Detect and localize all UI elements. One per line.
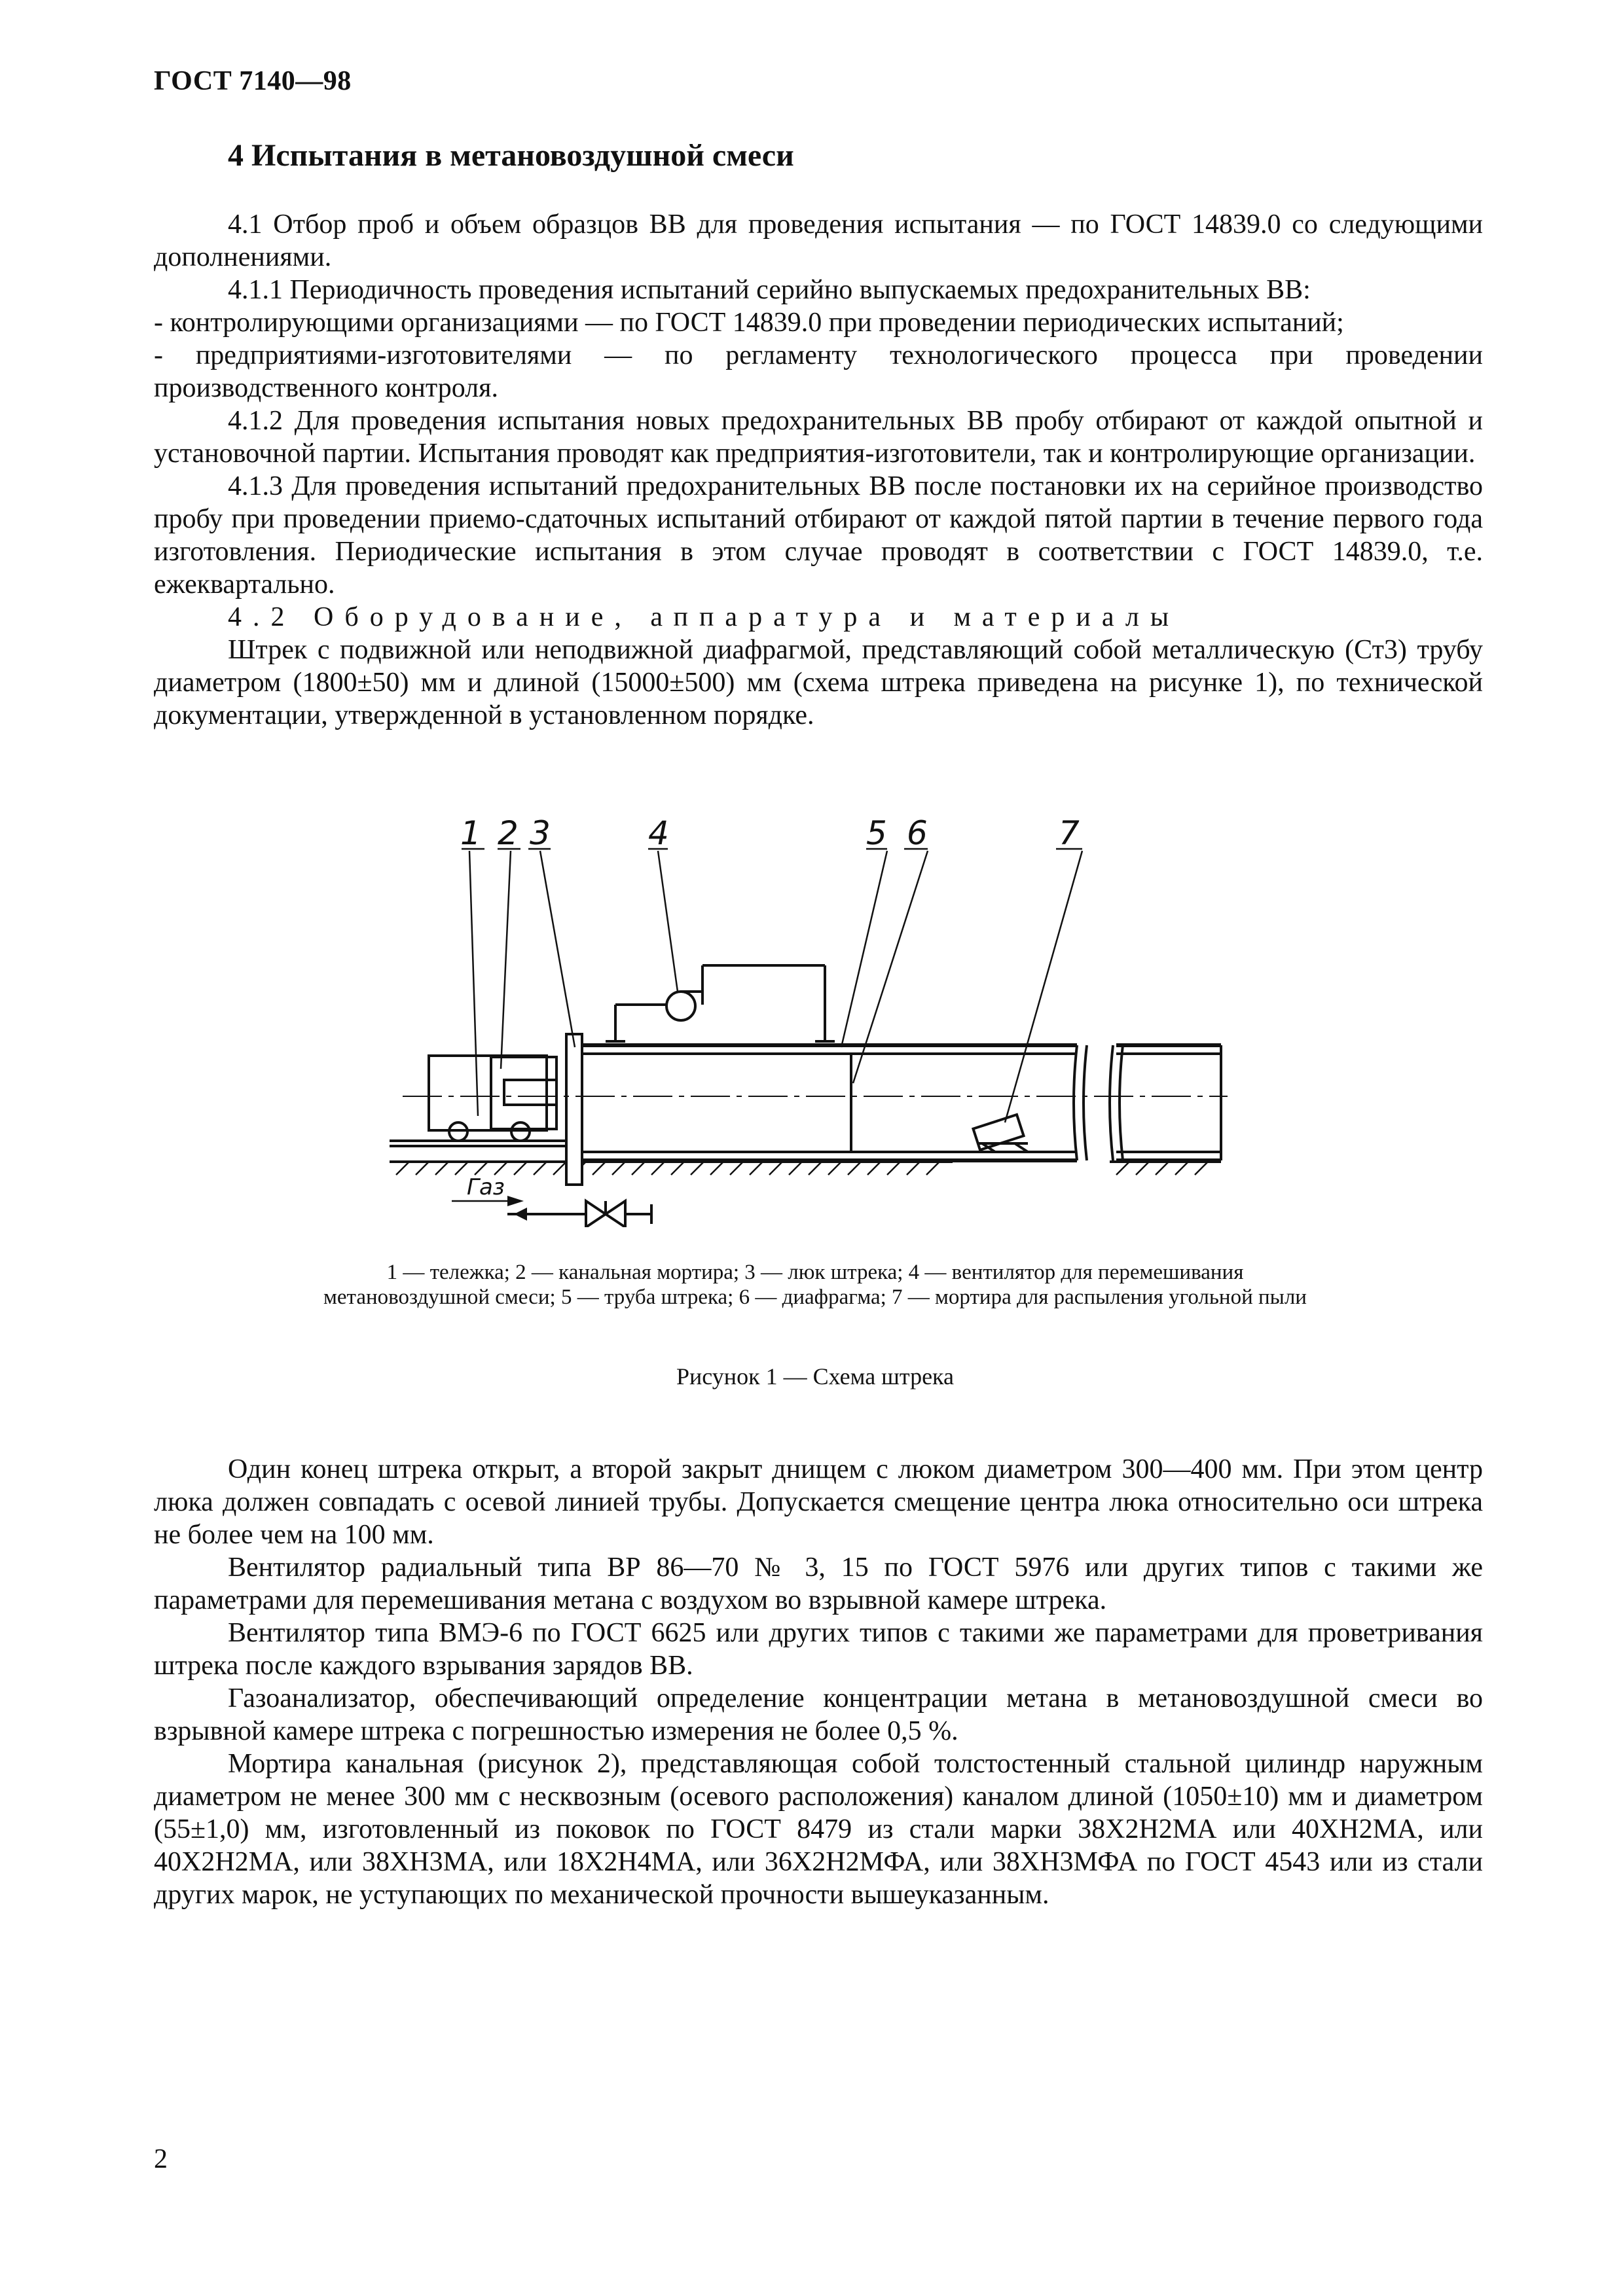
paragraph: Вентилятор типа ВМЭ-6 по ГОСТ 6625 или других типов с такими же параметрами для проветривания штрека после каждого взрывания зарядов ВВ.: [154, 1618, 1483, 1681]
figure-label: 6: [907, 814, 928, 852]
figure-label: 2: [498, 814, 519, 852]
figure-legend: 1 — тележка; 2 — канальная мортира; 3 — люк штрека; 4 — вентилятор для перемешивания метановоздушной смеси; 5 — труба штрека; 6 — диафрагма; 7 — мортира для распыления угольной пыли: [323, 1261, 1307, 1309]
gallery-hatch: [566, 1034, 582, 1185]
subsection-heading: 4.2 Оборудование, аппаратура и материалы: [228, 602, 1180, 632]
figure-label: 1: [460, 814, 481, 852]
gallery-scheme-figure: [390, 808, 1241, 1227]
top-text-block: [154, 208, 1483, 732]
figure-label: 5: [866, 814, 887, 852]
paragraph: 4.1.1 Периодичность проведения испытаний серийно выпускаемых предохранительных ВВ:: [228, 275, 1311, 305]
figure-title: Рисунок 1 — Схема штрека: [676, 1363, 954, 1390]
paragraph: Штрек с подвижной или неподвижной диафрагмой, представляющий собой металлическую (Ст3) трубу диаметром (1800±50) мм и длиной (15000±500) мм (схема штрека приведена на рисунке 1), по технической документации, утвержденной в установленном порядке.: [154, 635, 1483, 730]
dust-mortar: [973, 1115, 1028, 1152]
paragraph: Вентилятор радиальный типа ВР 86—70 № 3, 15 по ГОСТ 5976 или других типов с такими же параметрами для перемешивания метана с воздухом во взрывной камере штрека.: [154, 1552, 1483, 1615]
fan: [666, 992, 695, 1020]
document-header: ГОСТ 7140—98: [154, 66, 352, 96]
paragraph: 4.1.3 Для проведения испытаний предохранительных ВВ после постановки их на серийное производство пробу при проведении приемо-сдаточных испытаний отбирают от каждой пятой партии в течение первого года изготовления. Периодические испытания в этом случае проводят в соответствии с ГОСТ 14839.0, т.е. ежеквартально.: [154, 471, 1483, 600]
paragraph: - контролирующими организациями — по ГОСТ 14839.0 при проведении периодических испытаний;: [154, 308, 1344, 338]
page-number: 2: [154, 2144, 168, 2174]
figure-label: 3: [530, 814, 551, 852]
paragraph: Один конец штрека открыт, а второй закрыт днищем с люком диаметром 300—400 мм. При этом центр люка должен совпадать с осевой линией трубы. Допускается смещение центра люка относительно оси штрека не более чем на 100 мм.: [154, 1454, 1483, 1550]
paragraph: Мортира канальная (рисунок 2), представляющая собой толстостенный стальной цилиндр наружным диаметром не менее 300 мм с несквозным (осевого расположения) каналом длиной (1050±10) мм и диаметром (55±1,0) мм, изготовленный из поковок по ГОСТ 8479 из стали марки 38Х2Н2МА или 40ХН2МА, или 40Х2Н2МА, или 38ХН3МА, или 18Х2Н4МА, или 36Х2Н2МФА, или 38ХН3МФА по ГОСТ 4543 или из стали других марок, не уступающих по механической прочности вышеуказанным.: [154, 1749, 1483, 1910]
gas-label: Газ: [467, 1174, 505, 1200]
section-title: 4 Испытания в метановоздушной смеси: [228, 138, 794, 173]
bottom-text-block: [154, 1453, 1483, 1911]
figure-label: 4: [648, 814, 669, 852]
paragraph: 4.1 Отбор проб и объем образцов ВВ для проведения испытания — по ГОСТ 14839.0 со следующими дополнениями.: [154, 209, 1483, 272]
paragraph: Газоанализатор, обеспечивающий определение концентрации метана в метановоздушной смеси во взрывной камере штрека с погрешностью измерения не более 0,5 %.: [154, 1683, 1483, 1746]
figure-label: 7: [1059, 814, 1080, 852]
cart: [429, 1056, 547, 1130]
paragraph: - предприятиями-изготовителями — по регламенту технологического процесса при проведении производственного контроля.: [154, 340, 1483, 403]
paragraph: 4.1.2 Для проведения испытания новых предохранительных ВВ пробу отбирают от каждой опытной и установочной партии. Испытания проводят как предприятия-изготовители, так и контролирующие организации.: [154, 406, 1483, 469]
